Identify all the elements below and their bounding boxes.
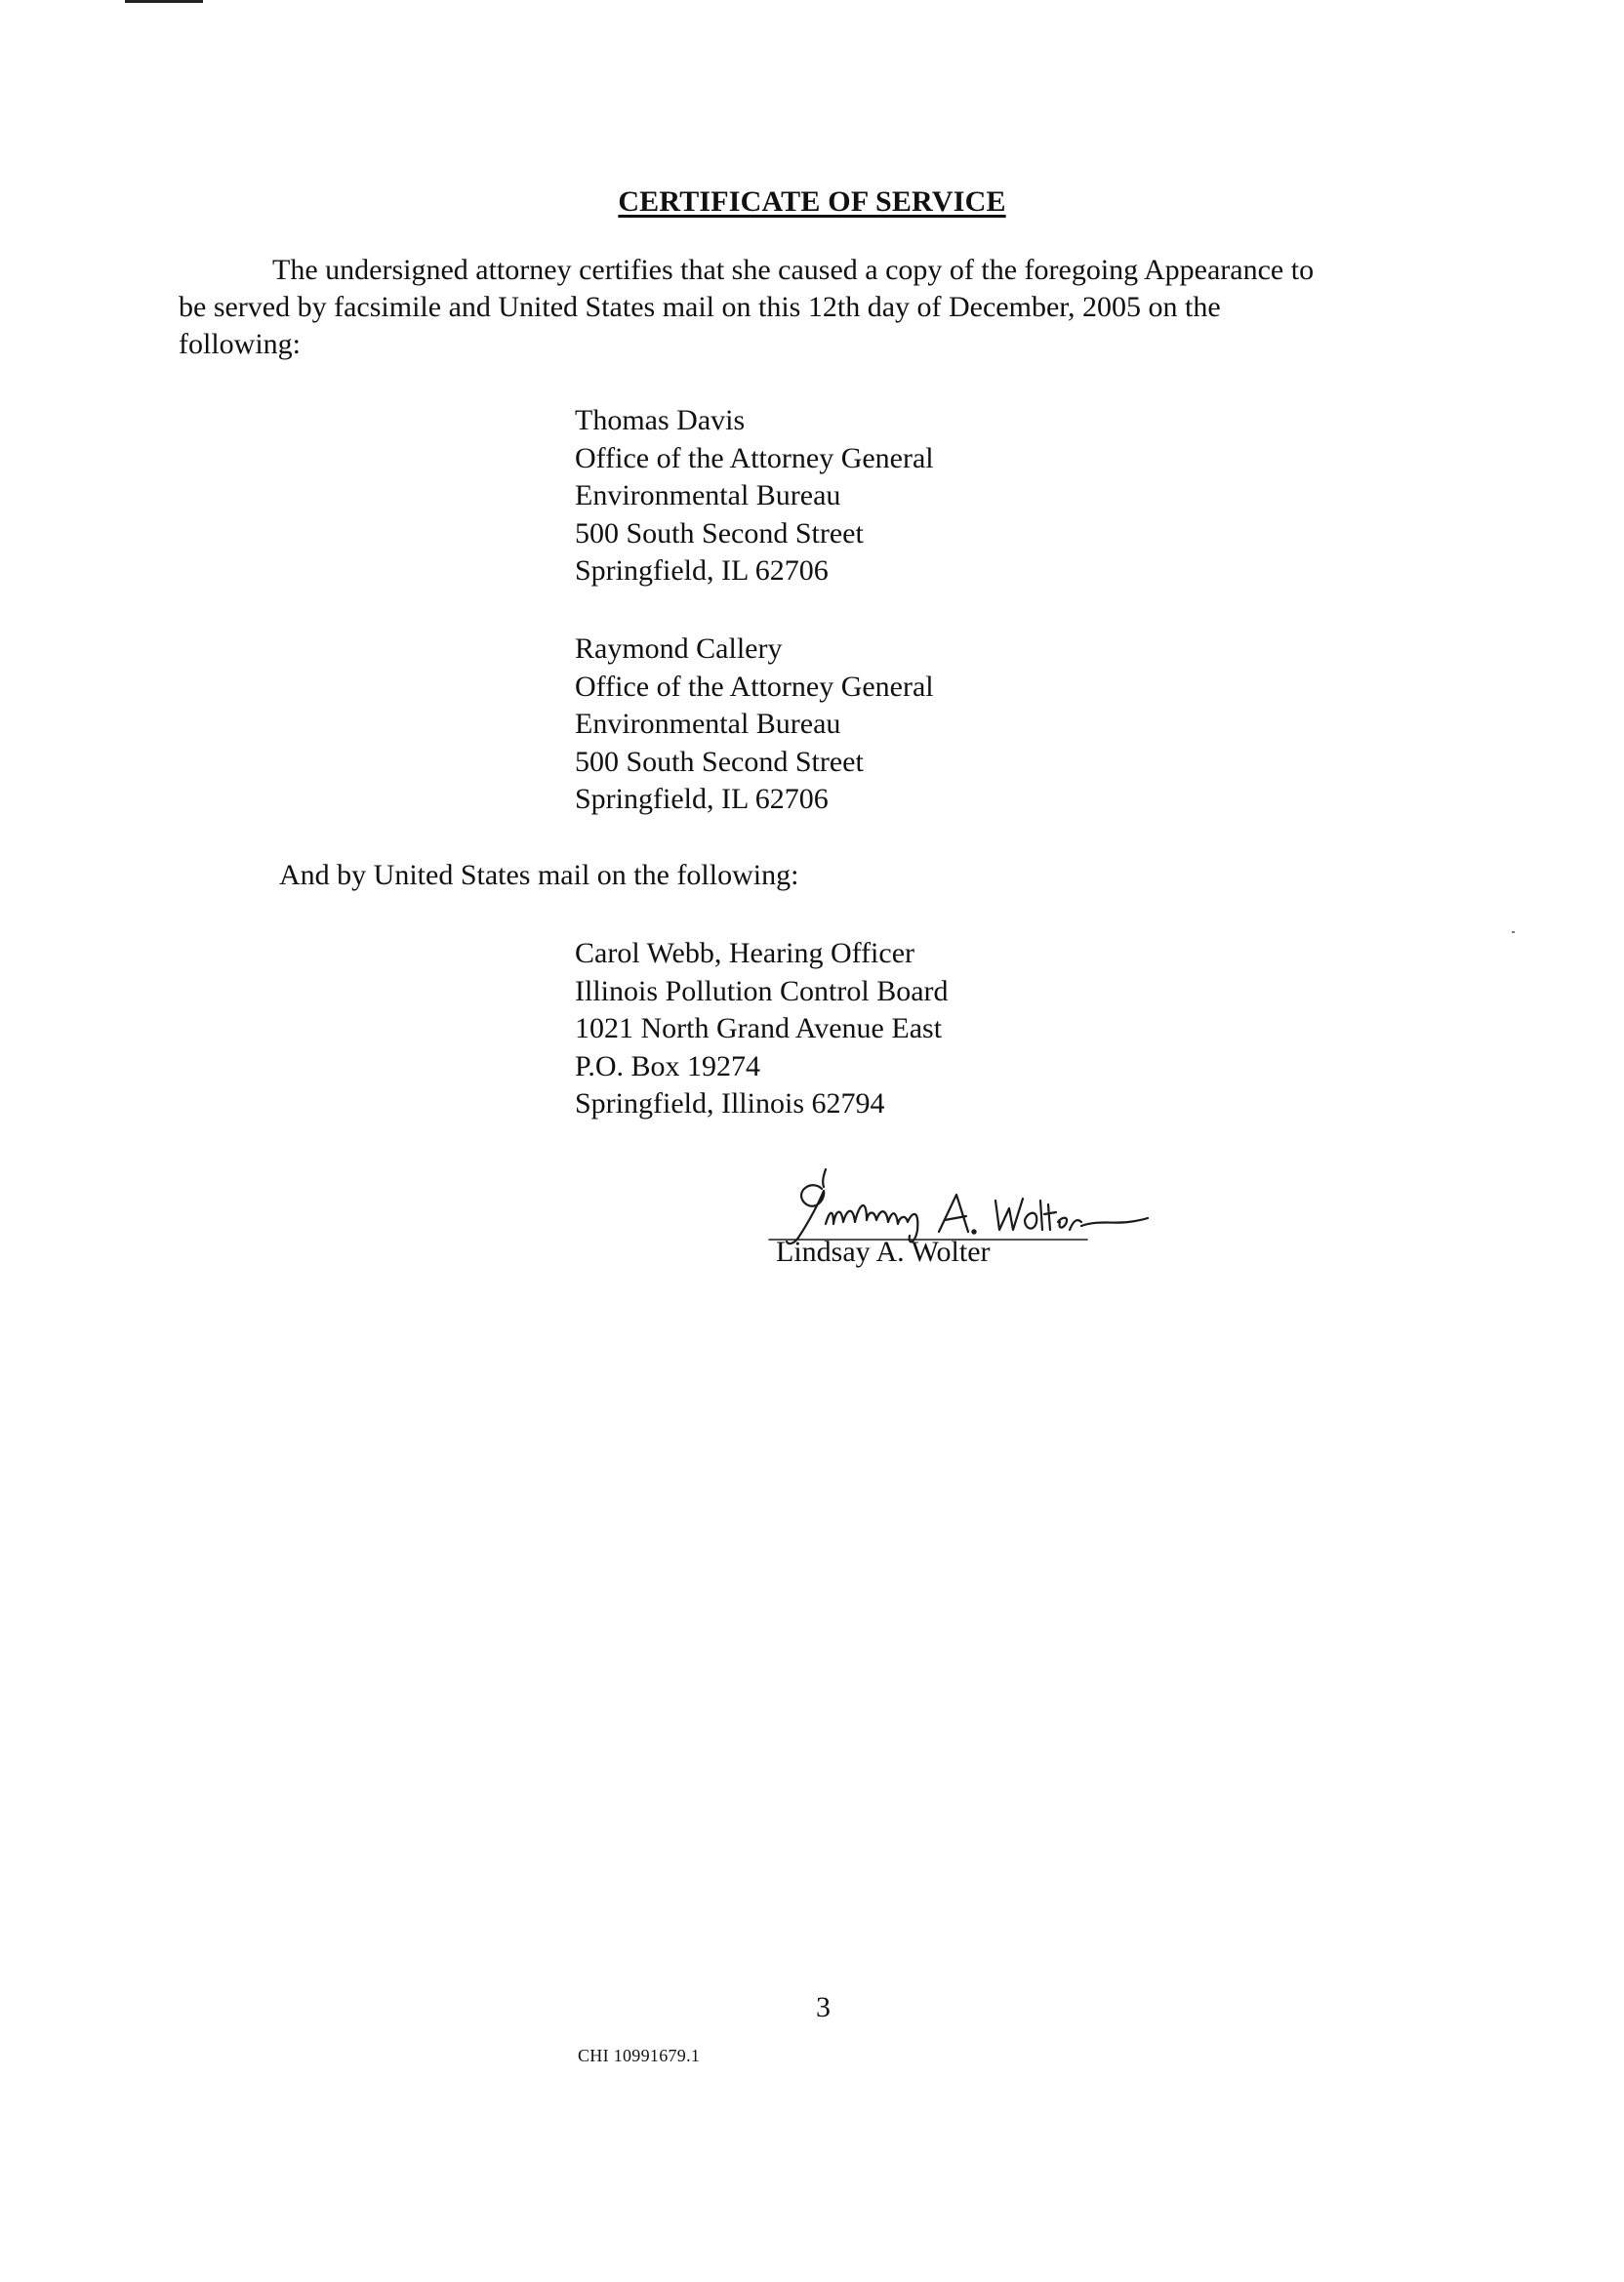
address-line: Office of the Attorney General [575,670,934,703]
address-line: 500 South Second Street [575,745,864,778]
address-line: Raymond Callery [575,632,783,665]
signature-block [765,1161,1214,1288]
address-line: Environmental Bureau [575,708,841,740]
address-line: Thomas Davis [575,404,746,436]
document-title: CERTIFICATE OF SERVICE [618,185,1006,218]
signer-name: Lindsay A. Wolter [776,1236,991,1268]
page-number: 3 [816,1991,831,2023]
intro-line: The undersigned attorney certifies that she caused a copy of the foregoing Appearance to [272,254,1315,286]
address-line: Springfield, IL 62706 [575,554,829,587]
mail-only-intro: And by United States mail on the following: [279,859,799,891]
address-line: 1021 North Grand Avenue East [575,1012,943,1044]
intro-line: following: [179,328,301,360]
scan-speck [1512,931,1515,933]
address-line: 500 South Second Street [575,516,864,550]
intro-paragraph [179,252,1467,363]
recipient-address-raymond-callery [575,631,934,819]
address-line: Springfield, IL 62706 [575,783,829,815]
address-line: Office of the Attorney General [575,441,934,474]
address-line: Illinois Pollution Control Board [575,974,949,1007]
intro-line: be served by facsimile and United States mail on this 12th day of December, 2005 on the [179,291,1221,323]
recipient-address-carol-webb [575,935,949,1123]
top-edge-rule [125,0,203,3]
address-line: Springfield, Illinois 62794 [575,1087,885,1120]
address-line: P.O. Box 19274 [575,1049,761,1082]
recipient-address-thomas-davis [575,402,934,591]
address-line: Carol Webb, Hearing Officer [575,937,915,969]
document-id: CHI 10991679.1 [578,2046,701,2065]
address-line: Environmental Bureau [575,479,841,511]
